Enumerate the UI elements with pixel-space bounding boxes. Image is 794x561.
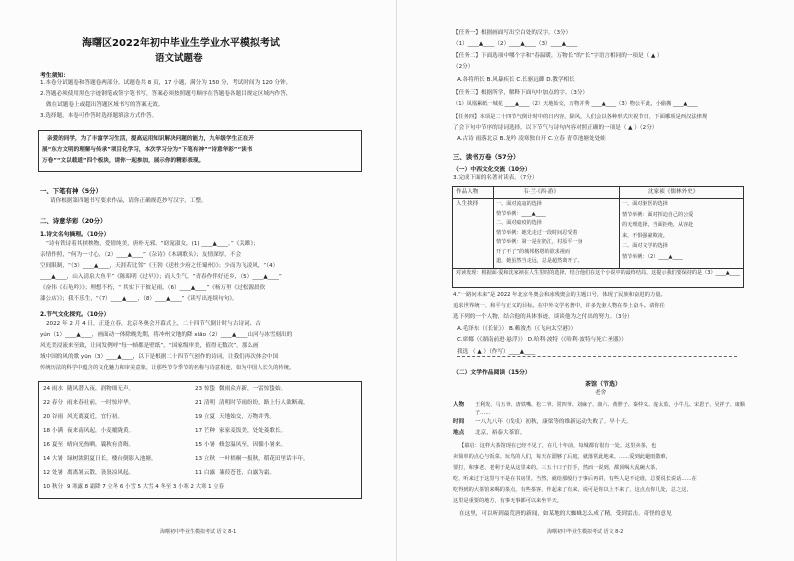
table-cell-text: 来，不惧强豪欺凌。 — [622, 232, 668, 239]
question-3: 3.完成下面的名著对读表。（7分） — [453, 175, 538, 181]
solar-term-name: 22 春分 — [43, 400, 64, 406]
time: 一八九八年（戊戌）初秋，康梁等的维新运动失败了。早十天。 — [475, 419, 632, 425]
task-4-b: 了会下句中节序的诗词选择，以下节气与诗句内容对照正确的一项是（ ▲ ）（2分） — [453, 125, 658, 131]
solar-term-name: 17 芒种 — [195, 428, 216, 434]
question-4: 4.“一路问未来”是 2022 年北京冬奥会和冰残奥会的主题口号，体现了民族和奋进的力量。 — [453, 292, 666, 298]
question-4-options: A.毛泽东（《长征》） B.赖浚杰（《飞向太空港》） — [457, 326, 577, 332]
section-3-heading: 三、读书万卷（57分） — [453, 153, 520, 161]
poem-line: 亲情作照，“何为一寸心，（2）____▲____”《杂诗》《木调歌头》；友情深厚，不会 — [40, 252, 242, 258]
solar-term-poem: 风光离夏近，宜行初。 — [67, 414, 123, 420]
solar-term-name: 21 清明 — [195, 400, 216, 406]
section-1-text: 请你根据第四题书写要求作品，请你正确规范抄写汉字，工整。 — [50, 198, 207, 204]
roles-label: 人物 — [453, 402, 465, 408]
solar-term-box — [38, 381, 362, 499]
play-body-line: 【幕启：这样大茶馆现在已经不见了，在几十年前，每城都有很有一处。这里卖茶，也 — [459, 443, 657, 449]
solar-term-name: 15 小暑 — [195, 442, 216, 448]
exam-subtitle: 语文试题卷 — [155, 53, 203, 64]
solar-term-name: 14 大暑 — [43, 456, 64, 462]
para-line: 风光美浸流来至致，让同发例呼“每一帧都是壁纸”，“国家级审美，值得无数次”。那么画 — [40, 343, 259, 349]
intro-line: 展“东方文明的理解与传承”项目化学习，本次学习分为“下笔有神”“诗意华彩”“读书 — [42, 147, 253, 153]
solar-term-poem: 倏忽温风至，因循小暑来。 — [219, 442, 287, 448]
para-line: 域中国的风的歌 yūn（3）____▲____，以下是根据二十四节气创作的诗词，让我们再次体会中国 — [40, 354, 279, 360]
task-2-score: （2分） — [453, 64, 474, 70]
poem-line: 漆公店》》；我不乐生，“（7）____▲____，（8）____▲____”《读写出连续句句》。 — [40, 296, 238, 302]
table-cell-text: 情节举例：____▲____ — [496, 210, 546, 217]
task-2: 【任务二】下面选项中哪个字和“春温暖，万物长”的“长”字语言相同的一项是（ ▲ ） — [453, 53, 663, 59]
play-last-line: 在这里，可以听到最荒唐的新闻，如某地的大蜘蛛怎么成了精，受到雷击。奇怪的意见 — [459, 511, 672, 517]
solar-term-poem: 清明时节雨纷纷，路上行人欲断魂。 — [219, 400, 309, 406]
solar-term-poem: 蒹葭苍苍，白露为霜。 — [219, 470, 275, 476]
notice-title: 考生须知： — [40, 73, 69, 79]
solar-term-poem: 微雨众卉新，一雷惊蛰始。 — [219, 386, 287, 392]
solar-term-poem: 夜来南风起，小麦覆陇黄。 — [67, 428, 135, 434]
play-body-line: 吃得到的大茶馆来喝的茶点，有些茶客，作起来了有来，说可是你以上不来了，这点点你几处，总之这， — [453, 487, 692, 493]
notice-line: 2.答题必须使用黑色字迹钢笔或签字笔书写，答案必须按照题号顺序在答题卷各题目规定区域内作答， — [40, 91, 292, 97]
subsection-b: （二）文学作品阅读（15分） — [453, 370, 531, 376]
solar-term-name: 16 夏至 — [43, 442, 64, 448]
poem-line: 空间限制，“（3）____▲____，天涯若比邻”《王勃《送杜少府之任蜀州》》；少而为飞凌风，“（4） — [40, 263, 279, 269]
place-label: 地点 — [453, 430, 465, 436]
play-body-line: 要打，和事老、老利于是从这里来的。三五十口子打手，然而一说到，都顶喝大乱碗大茶， — [453, 465, 661, 471]
table-cell-text: 的无理选择，当面拒绝，从容赴 — [622, 222, 694, 228]
para-line: yún（1）____▲____，画面动一体除晚先期，将冲州文地的降 xiāo（2）____▲____山河与冰雪刻出的 — [40, 332, 293, 338]
task-4-options: A.古诗 雨落北京 B.龙吟 凌寒独自开 C.立春 青草池塘处处蛙 — [457, 136, 606, 142]
notice-line: 1.本卷分试题卷和答题卷两部分。试题卷共 8 页，17 小题，满分为 150 分，考试时间为 120 分钟。 — [40, 80, 292, 86]
solar-term-poem: 9 寒露 8 霜降 7 立冬 6 小雪 5 大雪 4 冬至 3 小寒 2 大寒 1 立春 — [67, 484, 225, 490]
table-row-label: 人生抉择 — [456, 201, 479, 207]
solar-term-poem: 晴向光热晒，曩秋有喜晦。 — [67, 442, 135, 448]
solar-term-name: 13 立秋 — [195, 456, 216, 462]
task-2-options: A.各将所长 B.风暴疾长 C.长驱远御 D.教学相长 — [457, 77, 575, 83]
question-4-c: 选下列的一个人物，结合他的具体事迹，谈谈他为之付出的努力。（3分） — [453, 314, 633, 320]
task-1-answer: （1）____▲____（2）____▲____（3）____▲____ — [453, 41, 578, 47]
solar-term-name: 11 白露 — [195, 470, 216, 476]
solar-term-name: 10 秋分 — [43, 484, 64, 490]
table-cell-text: 情节举例：面对挥迫自己的公爱 — [622, 211, 694, 218]
exam-title: 海曙区2022年初中毕业生学业水平模拟考试 — [82, 38, 280, 49]
poem-line: ____▲____，山入清泉大鱼半”《陈昭明《过早》》；而人生气，“青春作伴好还乡，（5）____▲____” — [40, 274, 282, 280]
question-4-answer[interactable]: 我选 （ ▲ ）（作写）____▲____ — [457, 349, 737, 357]
table-cell-text: 开了不了“的城邦格塔的欲求视而 — [496, 248, 570, 255]
solar-term-poem: 家家麦饭美，处处菱歌长。 — [219, 428, 287, 434]
solar-term-poem: 随风潜入夜，润物细无声。 — [67, 386, 135, 392]
table-cell-text: 情节举例：她先走过一段时间忍受着 — [496, 229, 578, 236]
solar-term-name: 19 立夏 — [195, 414, 216, 420]
subquestion-1: 1.诗文名句摘理。（10分） — [40, 232, 110, 238]
table-cell-text: 情节举例：（2）____▲____ — [622, 253, 683, 260]
intro-line: 万卷”“文以载道”四个板块，请你一起参加，展示你的精彩表现。 — [42, 158, 205, 164]
solar-term-poem: 离离暑云散，袅袅凉风起。 — [67, 470, 135, 476]
solar-term-name: 24 雨水 — [43, 386, 64, 392]
play-body-line: 吃，听来过于这里与不是在书房里。当然，就给那般行于事后再讲，有些人是不论谁，总要说长说话……在 — [453, 476, 697, 482]
task-3-answer: （1）凤凰累纸一城花 ____▲____（2）天地始交，万物并秀 ____▲____（3）物公平此，小偷搬 ____▲____ — [453, 101, 698, 107]
task-4: 【任务四】本项是二十四节气倒计时中的日内容，除风，人们会以各种形式庆祝节日，下面哪项是西汉法律规 — [453, 114, 708, 120]
task-1: 【任务一】根据画面写出空白处的汉字。（3分） — [453, 30, 572, 36]
subsection-a: （一）中西文化交流（10分） — [453, 167, 531, 173]
table-header: 韦·兰·《西·游》 — [523, 189, 560, 195]
time-label: 时间 — [453, 419, 465, 425]
exam-page-right — [397, 0, 794, 561]
question-4-options: C.席娜（《湖南前进·悬浮》） D.哈利·波特（《哈利·波特与死亡圣器》） — [457, 337, 627, 343]
poem-line: “诗有铁诗着其挟秧物，爱情纯美，唐朴无邪。“窈窕淑女，(1) ____▲____。”《关雎》； — [46, 241, 259, 247]
solar-term-name: 18 小满 — [43, 428, 64, 434]
intro-line: 亲爱的同学，为了丰富学习生活，提高运用知识解决问题的能力，九年级学生正在开 — [47, 136, 254, 142]
reading-table — [452, 186, 744, 288]
page-footer: 海曙初中毕业生模拟考试 语文 8-2 — [547, 529, 624, 535]
table-cell-text: 二、面对瘟疫的选择 — [496, 220, 542, 226]
page-footer: 海曙初中毕业生模拟考试 语文 8-1 — [160, 529, 237, 535]
play-body-line: 卖简单的点心与饭菜。玩鸟的人们，每天在溜够了后庭，就落常此地来。……爱到此避雨散难， — [453, 454, 671, 460]
solar-term-poem: 雨来春社前，一时惊岸华。 — [67, 400, 135, 406]
table-header: 作品人物 — [456, 189, 479, 195]
table-cell-text: 二、面对文学的选择 — [622, 243, 668, 249]
solar-term-name: 20 谷雨 — [43, 414, 64, 420]
table-cell-text: 一、面对驱医的选择 — [622, 201, 668, 207]
solar-term-name: 23 惊蛰 — [195, 386, 216, 392]
table-footer: 对读发现：根据面·爱和沈家祯在人生里时的选择，结合他们在这个小说中的最终结局，这提示我们要保持的是（3）____▲____ — [456, 270, 740, 276]
solar-term-poem: 一叶梧桐一报秋，稻花田里话丰年。 — [219, 456, 309, 462]
play-title: 茶馆（节选） — [585, 381, 622, 388]
solar-term-poem: 天地始交，万物并秀。 — [219, 414, 275, 420]
notice-line: 3.选择题，本卷可作答时选择题填涂方式作答。 — [40, 113, 158, 119]
question-4-b: 追求世界统一、和平与正义的目标。在中外文学名著中，许多先驱人物在奉上奋斗。请你任 — [453, 303, 665, 309]
place: 北京，裕泰大茶馆。 — [475, 430, 526, 436]
task-3: 【任务三】根据所学，解释下面句中加点的字。（3分） — [453, 90, 589, 96]
para-line: 2022 年 2 月 4 日，正逢立春，北京冬奥会开幕式上，二十四节气倒计时与古诗词、古 — [46, 321, 261, 327]
notice-line: 做在试题卷上或超出答题区域书写的答案无效。 — [46, 102, 164, 108]
table-cell-text: 道，她虽然当走远，总是超然离开了。 — [496, 258, 583, 264]
section-1-heading: 一、下笔有神（5分） — [40, 187, 102, 195]
table-cell-text: 情节举例：第一是在奶汇，村原平一身 — [496, 239, 583, 245]
roles: 王利发、马五爷、唐铁嘴、松二爷、常四爷、刘麻子、康六、黄胖子、秦仲义、庞太监、小牛儿、宋恩子、吴祥子、康顺子…… — [475, 402, 745, 416]
table-header: 沈家祯《儒林外史》 — [648, 189, 699, 195]
intro-box — [38, 130, 362, 172]
poem-line: 《奋伟《石龟吟》》；理想不朽，“ 其实下于彼足雨，（6）____▲____”《杨万里《过松源晨炊 — [40, 285, 266, 291]
solar-term-poem: 绿树浓阴夏日长，楼台倒影入池塘。 — [67, 456, 157, 462]
subquestion-2: 2.节气文化探究。（10分） — [40, 312, 110, 318]
section-2-heading: 二、诗意华彩（20分） — [40, 217, 107, 225]
table-cell-text: 一、面对流寇的选择 — [496, 201, 542, 207]
solar-term-name: 12 处暑 — [43, 470, 64, 476]
para-line: 传统历法的科学中蕴含的文化魅力和审美意象，让那些节令季节的名称与诗意相连，如为中国人长久的传统。 — [40, 365, 295, 371]
play-body-line: 这里是重要的地方，有事无事都可以来坐半天。 — [453, 498, 562, 504]
play-author: 老舍 — [595, 390, 607, 396]
